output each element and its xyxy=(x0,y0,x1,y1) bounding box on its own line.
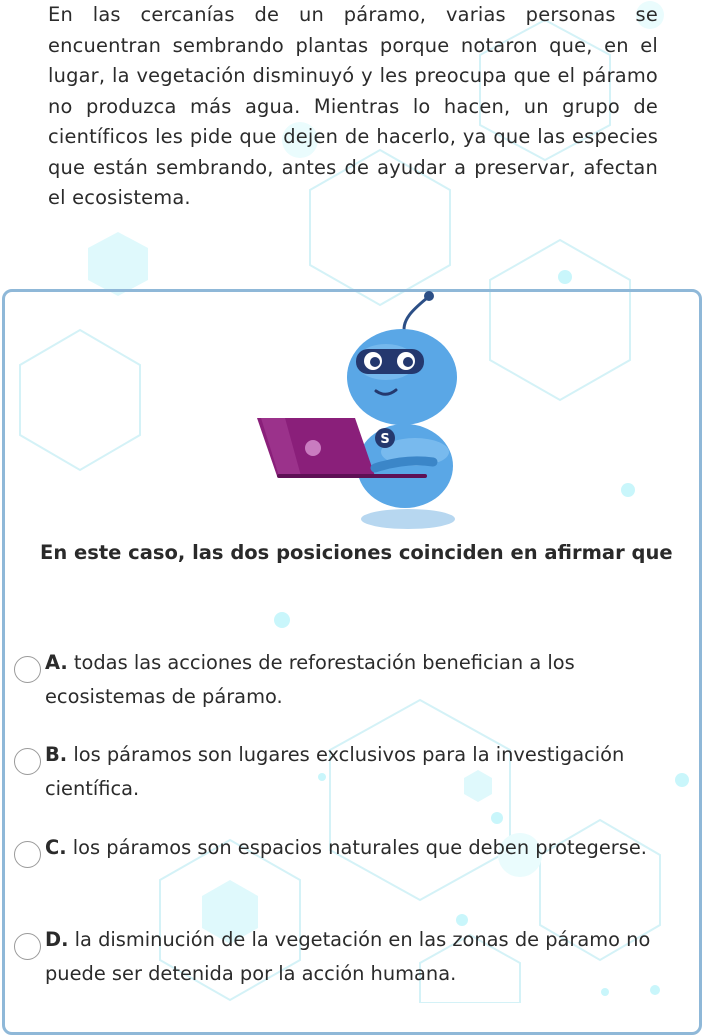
option-label: los páramos son espacios naturales que deben protegerse. xyxy=(72,836,647,859)
radio-button-icon[interactable] xyxy=(14,841,41,868)
option-letter: C. xyxy=(45,836,67,859)
option-text xyxy=(45,923,675,991)
option-d[interactable] xyxy=(14,923,674,993)
radio-button-icon[interactable] xyxy=(14,656,41,683)
option-a[interactable] xyxy=(14,646,674,716)
option-b[interactable] xyxy=(14,738,674,808)
radio-button-icon[interactable] xyxy=(14,748,41,775)
option-text xyxy=(45,646,675,714)
option-letter: D. xyxy=(45,928,69,951)
option-letter: A. xyxy=(45,651,68,674)
option-letter: B. xyxy=(45,743,68,766)
question-stem: En este caso, las dos posiciones coinciden en afirmar que xyxy=(40,541,673,564)
option-label: los páramos son lugares exclusivos para la investigación científica. xyxy=(45,743,625,800)
option-label: la disminución de la vegetación en las zonas de páramo no puede ser detenida por la acción humana. xyxy=(45,928,651,985)
passage-text: En las cercanías de un páramo, varias personas se encuentran sembrando plantas porque notaron que, en el lugar, la vegetación disminuyó y les preocupa que el páramo no produzca más agua. Mientras lo hacen, un grupo de científicos les pide que dejen de hacerlo, ya que las especies que están sembrando, antes de ayudar a preservar, afectan el ecosistema. xyxy=(48,3,658,209)
radio-button-icon[interactable] xyxy=(14,933,41,960)
option-label: todas las acciones de reforestación benefician a los ecosistemas de páramo. xyxy=(45,651,575,708)
option-text xyxy=(45,831,675,865)
option-c[interactable] xyxy=(14,831,674,901)
robot-mascot-icon xyxy=(255,290,465,530)
robot-badge-letter: S xyxy=(380,432,390,447)
option-text xyxy=(45,738,675,806)
